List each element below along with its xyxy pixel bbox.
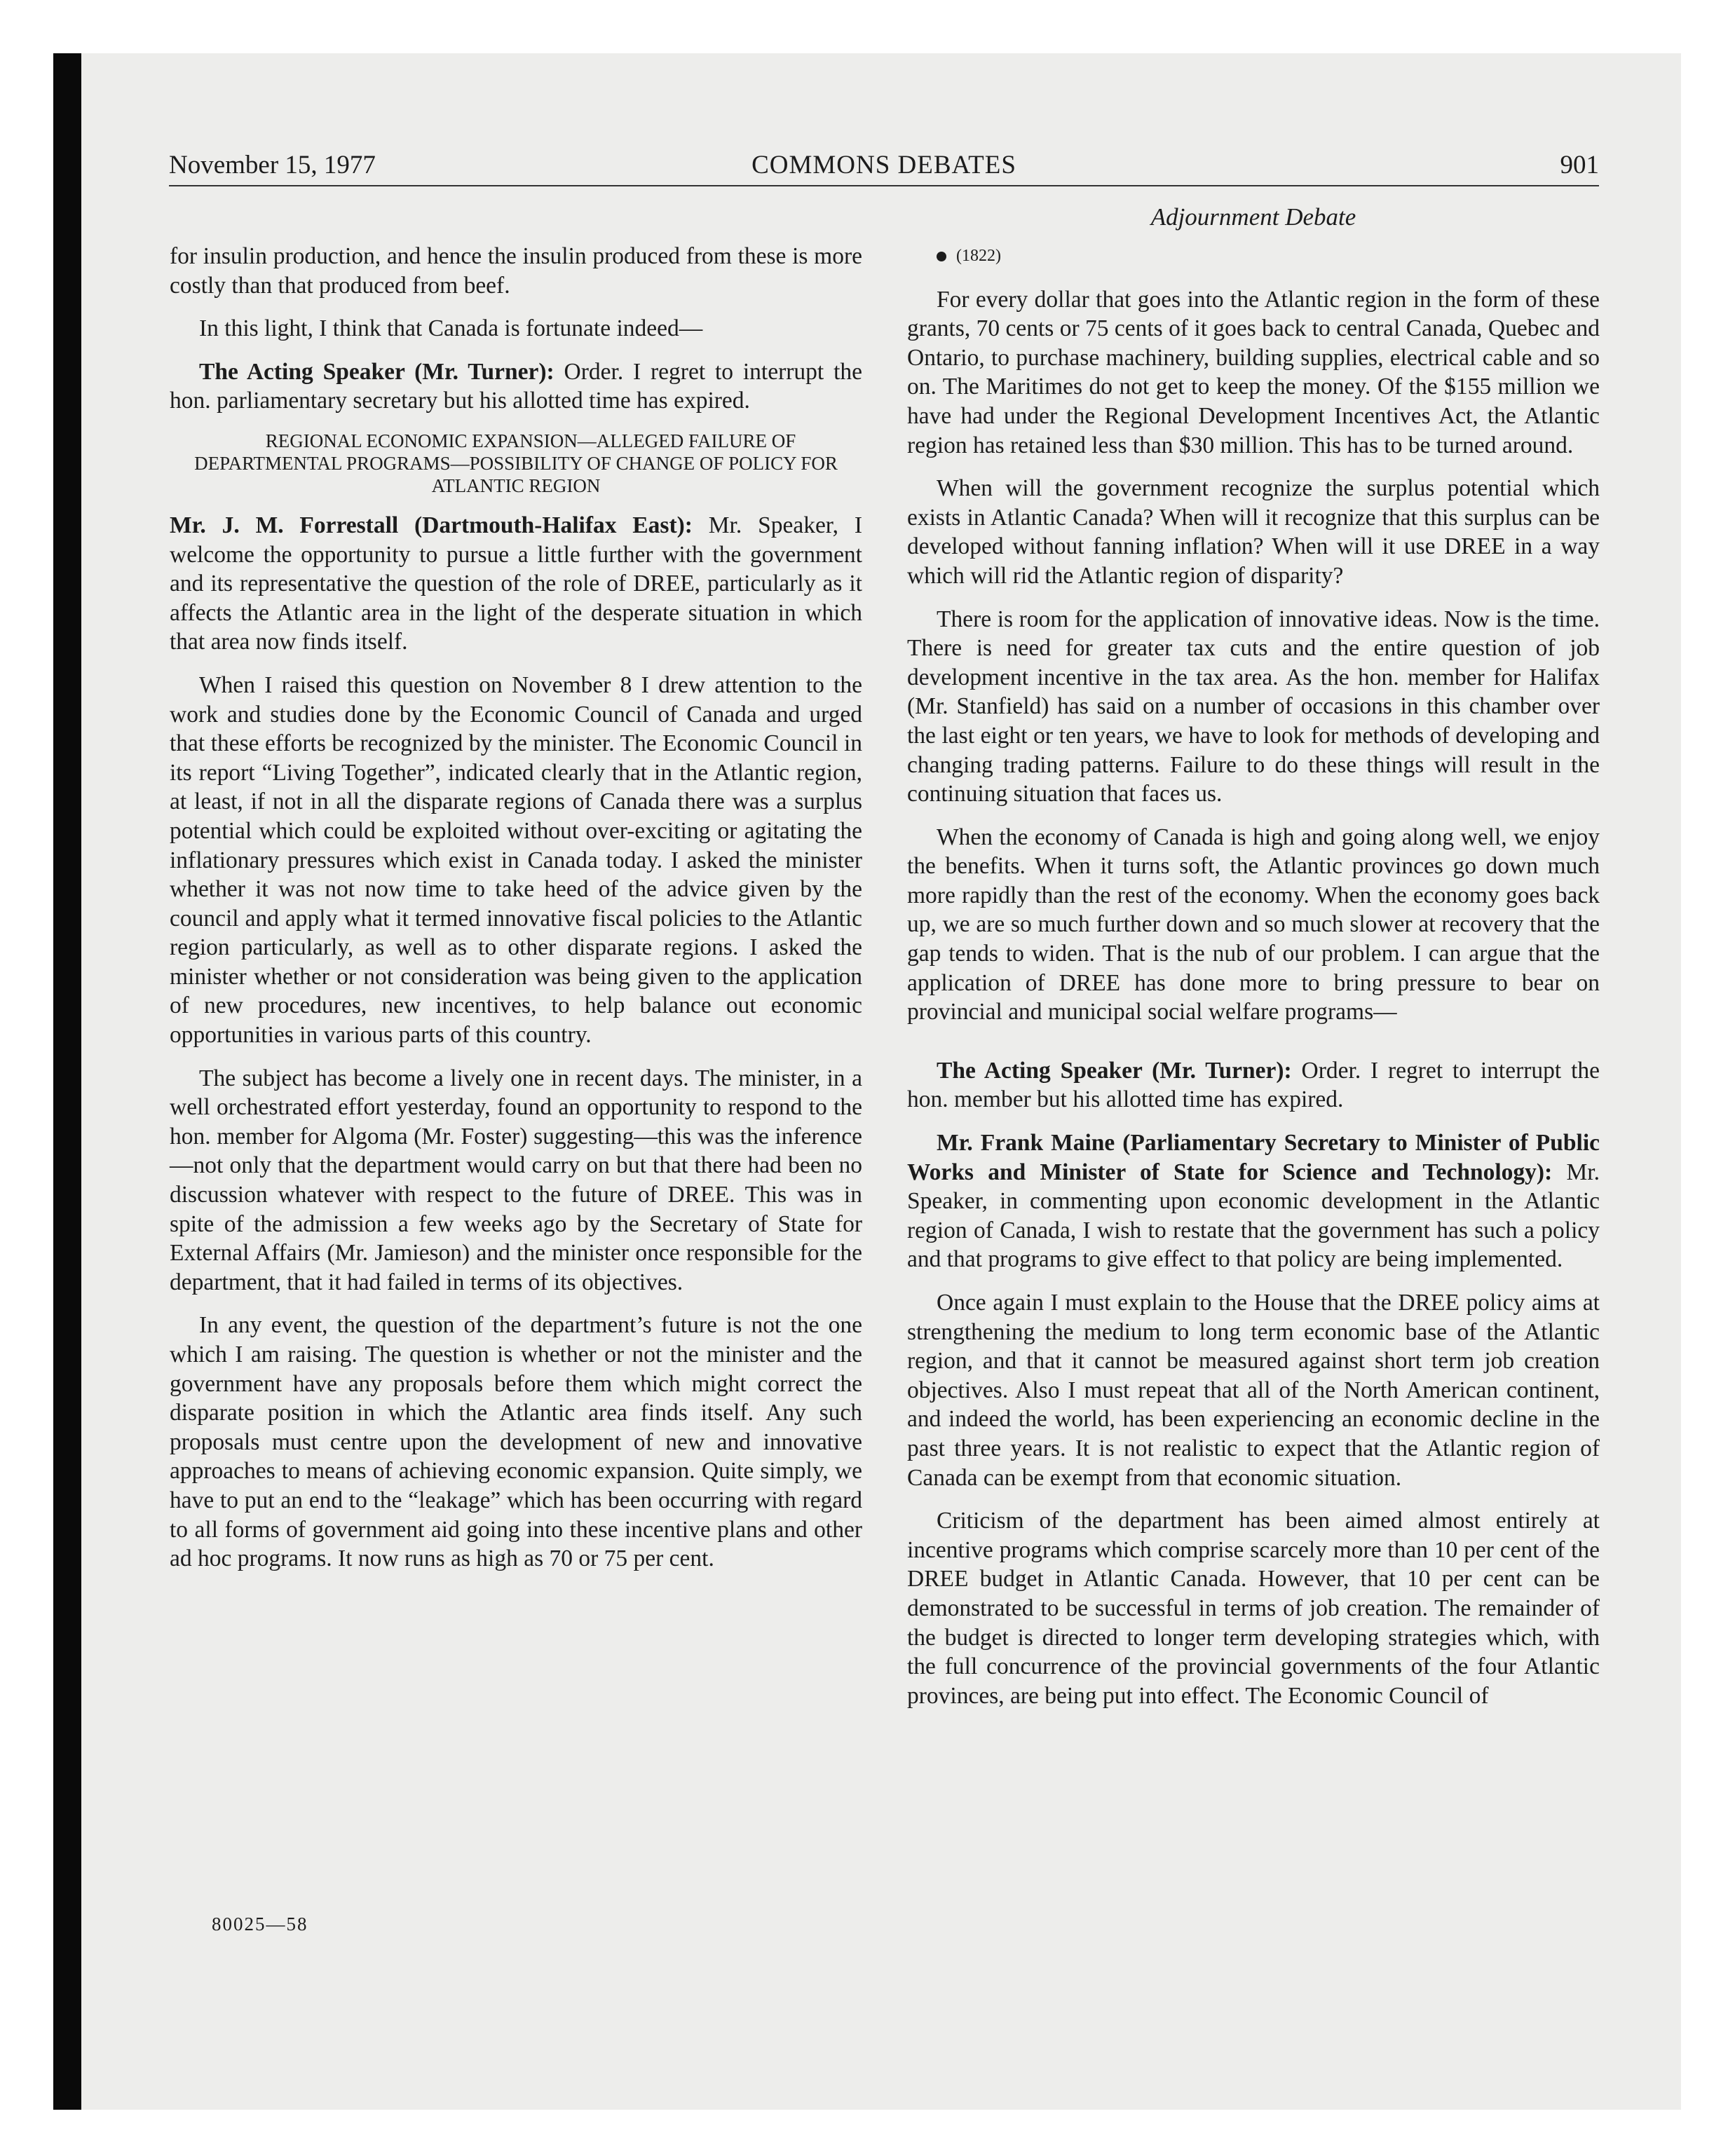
binding-edge — [53, 53, 81, 2110]
paragraph: Criticism of the department has been aimed almost entirely at incentive programs which comprise scarcely more than 10 per cent of the DREE budget in Atlantic Canada. However, that 10 per cent can be demonstrated to be successful in terms of job creation. The remainder of the budget is directed to longer term developing strategies which, with the full concurrence of the provincial governments of the four Atlantic provinces, are being put into effect. The Economic Council of — [907, 1508, 1600, 1709]
paragraph: For every dollar that goes into the Atlantic region in the form of these grants, 70 cents or 75 cents of it goes back to central Canada, Quebec and Ontario, to purchase machinery, building supplies, electrical cable and so on. The Maritimes do not get to keep the money. Of the $155 million we have had under the Regional Development Incentives Act, the Atlantic region has retained less than $30 million. This has to be turned around. — [907, 286, 1600, 458]
paragraph: for insulin production, and hence the insulin produced from these is more costly than that produced from beef. — [170, 243, 862, 299]
paragraph: The subject has become a lively one in recent days. The minister, in a well orchestrated effort yesterday, found an opportunity to respond to the hon. member for Algoma (Mr. Foster) suggesting—this was the inference—not only that the department would carry on but that there had been no discussion whatever with respect to the future of DREE. This was in spite of the admission a few weeks ago by the Secretary of State for External Affairs (Mr. Jamieson) and the minister once responsible for the department, that it had failed in terms of its objectives. — [170, 1065, 862, 1295]
speech-text: Mr. Speaker, in commenting upon economic development in the Atlantic region of Canada, I wish to restate that the government has such a policy and that programs to give effect to that policy are being implemented. — [907, 1159, 1600, 1273]
paragraph: Once again I must explain to the House that the DREE policy aims at strengthening the medium to long term economic base of the Atlantic region, and that it cannot be measured against short term job creation objectives. Also I must repeat that all of the North American continent, and indeed the world, has been experiencing an economic decline in the past three years. It is not realistic to expect that the Atlantic region of Canada can be exempt from that economic situation. — [907, 1290, 1600, 1491]
bullet-icon — [937, 252, 946, 261]
debate-heading: REGIONAL ECONOMIC EXPANSION—ALLEGED FAILURE OF DEPARTMENTAL PROGRAMS—POSSIBILITY OF CHANGE OF POLICY FOR ATLANTIC REGION — [194, 430, 838, 496]
page-number: 901 — [1560, 151, 1599, 179]
paragraph: There is room for the application of innovative ideas. Now is the time. There is need for greater tax cuts and the entire question of job development incentive in the tax area. As the hon. member for Halifax (Mr. Stanfield) has said on a number of occasions in this chamber over the last eight or ten years, we have to look for methods of developing and changing trading patterns. Failure to do these things will result in the continuing situation that faces us. — [907, 606, 1600, 807]
running-header — [169, 150, 1599, 186]
paragraph: In this light, I think that Canada is fortunate indeed— — [199, 315, 703, 342]
speaker-name: Mr. J. M. Forrestall (Dartmouth-Halifax East): — [170, 512, 693, 538]
speaker-paragraph — [907, 1128, 1600, 1274]
paragraph: In any event, the question of the department’s future is not the one which I am raising. The question is whether or not the minister and the government have any proposals before them which might correct the disparate position in which the Atlantic area finds itself. Any such proposals must centre upon the development of new and innovative approaches to means of achieving economic expansion. Quite simply, we have to put an end to the “leakage” which has been occurring with regard to all forms of government aid going into these incentive plans and other ad hoc programs. It now runs as high as 70 or 75 per cent. — [170, 1312, 862, 1572]
time-marker — [907, 242, 1600, 271]
right-column — [907, 242, 1600, 1724]
footer-code: 80025—58 — [212, 1913, 308, 1935]
left-column — [170, 242, 862, 1588]
speaker-paragraph — [170, 511, 862, 657]
paragraph: When I raised this question on November 8 I drew attention to the work and studies done by the Economic Council of Canada and urged that these efforts be recognized by the minister. The Economic Council in its report “Living Together”, indicated clearly that in the Atlantic region, at least, if not in all the disparate regions of Canada there was a surplus potential which could be exploited without over-exciting or agitating the inflationary pressures which exist in Canada today. I asked the minister whether it was not now time to take heed of the advice given by the council and apply what it termed innovative fiscal policies to the Atlantic region particularly, as well as to other disparate regions. I asked the minister whether or not consideration was being given to the application of new procedures, new incentives, to help balance out economic opportunities in various parts of this country. — [170, 671, 862, 1049]
speech-text: Mr. Speaker, I welcome the opportunity to pursue a little further with the government and its representative the question of the role of DREE, particularly as it affects the Atlantic area in the light of the desperate situation in which that area now finds itself. — [170, 512, 862, 655]
header-title: COMMONS DEBATES — [751, 151, 1016, 179]
paragraph: When will the government recognize the surplus potential which exists in Atlantic Canada? When will it recognize that this surplus can be developed without fanning inflation? When will it use DREE in a way which will rid the Atlantic region of disparity? — [907, 475, 1600, 589]
header-date: November 15, 1977 — [169, 151, 376, 179]
time-marker-text: (1822) — [956, 247, 1001, 265]
speech-text: Order. I regret to interrupt the hon. parliamentary secretary but his allotted time has expired. — [170, 358, 862, 414]
speaker-paragraph — [170, 357, 862, 416]
speaker-paragraph — [907, 1056, 1600, 1114]
speech-text: Order. I regret to interrupt the hon. member but his allotted time has expired. — [907, 1057, 1600, 1113]
paragraph: When the economy of Canada is high and going along well, we enjoy the benefits. When it turns soft, the Atlantic provinces go down much more rapidly than the rest of the economy. When the economy goes back up, we are so much further down and so much slower at recovery that the gap tends to widen. That is the nub of our problem. I can argue that the application of DREE has done more to bring pressure to bear on provincial and municipal social welfare programs— — [907, 824, 1600, 1025]
speaker-name: Mr. Frank Maine (Parliamentary Secretary to Minister of Public Works and Minister of State for Science and Technology): — [907, 1130, 1600, 1185]
speaker-name: The Acting Speaker (Mr. Turner): — [199, 358, 554, 385]
section-label: Adjournment Debate — [1150, 203, 1356, 231]
speaker-name: The Acting Speaker (Mr. Turner): — [937, 1057, 1292, 1084]
